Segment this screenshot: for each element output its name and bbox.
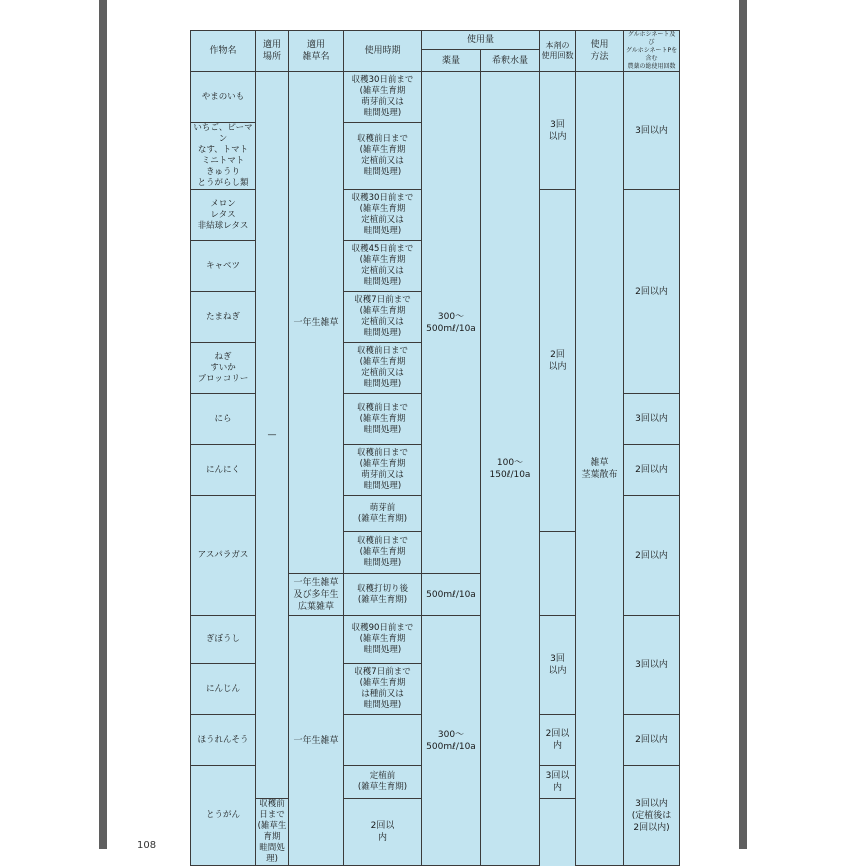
crop-cell: いちご、ピーマン なす、トマト ミニトマト きゅうり とうがらし類: [191, 123, 256, 190]
timing-cell: 収穫前日まで (雑草生育期 畦間処理): [344, 394, 422, 445]
crop-cell: ぎぼうし: [191, 616, 256, 664]
header-site: 適用 場所: [256, 31, 289, 72]
count-cell: 2回以 内: [540, 715, 576, 766]
header-count: 本剤の 使用回数: [540, 31, 576, 72]
right-page-border: [739, 0, 747, 849]
total-cell: 2回以内: [624, 190, 680, 394]
count-cell: 3回以 内: [540, 766, 576, 799]
timing-cell: 収穫30日前まで (雑草生育期 定植前又は 畦間処理): [344, 190, 422, 241]
water-cell: 100～ 150ℓ/10a: [481, 72, 540, 866]
method-cell: 雑草 茎葉散布: [576, 72, 624, 866]
total-cell: 3回以内: [624, 616, 680, 715]
chem-dose-cell: 300～ 500mℓ/10a: [422, 616, 481, 866]
weed-perennial-cell: 一年生雑草 及び多年生 広葉雑草: [289, 574, 344, 616]
timing-cell: 萌芽前 (雑草生育期): [344, 496, 422, 532]
count-cell: 2回 以内: [540, 190, 576, 532]
crop-cell: キャベツ: [191, 241, 256, 292]
page-number: 108: [137, 840, 157, 851]
total-cell: 3回以内: [624, 72, 680, 190]
crop-cell: ほうれんそう: [191, 715, 256, 766]
crop-cell: にら: [191, 394, 256, 445]
timing-cell: 収穫7日前まで (雑草生育期 定植前又は 畦間処理): [344, 292, 422, 343]
left-page-border: [99, 0, 107, 849]
timing-cell: 収穫前日まで (雑草生育期 畦間処理): [256, 799, 289, 866]
timing-cell: 収穫前日まで (雑草生育期 定植前又は 畦間処理): [344, 343, 422, 394]
timing-cell: 収穫前日まで (雑草生育期 畦間処理): [344, 532, 422, 574]
count-cell: 2回以 内: [344, 799, 422, 866]
total-cell: 2回以内: [624, 496, 680, 616]
timing-cell: [344, 715, 422, 766]
header-weed: 適用 雑草名: [289, 31, 344, 72]
timing-cell: 収穫前日まで (雑草生育期 定植前又は 畦間処理): [344, 123, 422, 190]
crop-cell: メロン レタス 非結球レタス: [191, 190, 256, 241]
header-timing: 使用時期: [344, 31, 422, 72]
crop-cell: にんじん: [191, 664, 256, 715]
chem-dose-cell: 300～ 500mℓ/10a: [422, 72, 481, 574]
total-cell: 3回以内 (定植後は 2回以内): [624, 766, 680, 866]
crop-cell: たまねぎ: [191, 292, 256, 343]
crop-cell: ねぎ すいか ブロッコリー: [191, 343, 256, 394]
header-crop: 作物名: [191, 31, 256, 72]
total-cell: 2回以内: [624, 715, 680, 766]
site-cell: —: [256, 72, 289, 799]
header-amount: 使用量: [422, 31, 540, 50]
header-total: グルホシネート及び グルホシネートPを含む 農薬の総使用回数: [624, 31, 680, 72]
timing-cell: 収穫30日前まで (雑草生育期 萌芽前又は 畦間処理): [344, 72, 422, 123]
weed-annual-cell: 一年生雑草: [289, 72, 344, 574]
count-cell: 3回 以内: [540, 72, 576, 190]
header-water: 希釈水量: [481, 50, 540, 72]
header-method: 使用 方法: [576, 31, 624, 72]
chem-dose-cell: 500mℓ/10a: [422, 574, 481, 616]
timing-cell: 収穫打切り後 (雑草生育期): [344, 574, 422, 616]
crop-cell: アスパラガス: [191, 496, 256, 616]
timing-cell: 収穫7日前まで (雑草生育期 は種前又は 畦間処理): [344, 664, 422, 715]
weed-annual2-cell: 一年生雑草: [289, 616, 344, 866]
total-cell: 2回以内: [624, 445, 680, 496]
pesticide-usage-table: [190, 30, 680, 866]
header-chem: 薬量: [422, 50, 481, 72]
crop-cell: とうがん: [191, 766, 256, 866]
crop-cell: にんにく: [191, 445, 256, 496]
timing-cell: 収穫90日前まで (雑草生育期 畦間処理): [344, 616, 422, 664]
crop-cell: やまのいも: [191, 72, 256, 123]
timing-cell: 収穫前日まで (雑草生育期 萌芽前又は 畦間処理): [344, 445, 422, 496]
count-cell: 3回 以内: [540, 616, 576, 715]
timing-cell: 定植前 (雑草生育期): [344, 766, 422, 799]
timing-cell: 収穫45日前まで (雑草生育期 定植前又は 畦間処理): [344, 241, 422, 292]
total-cell: 3回以内: [624, 394, 680, 445]
